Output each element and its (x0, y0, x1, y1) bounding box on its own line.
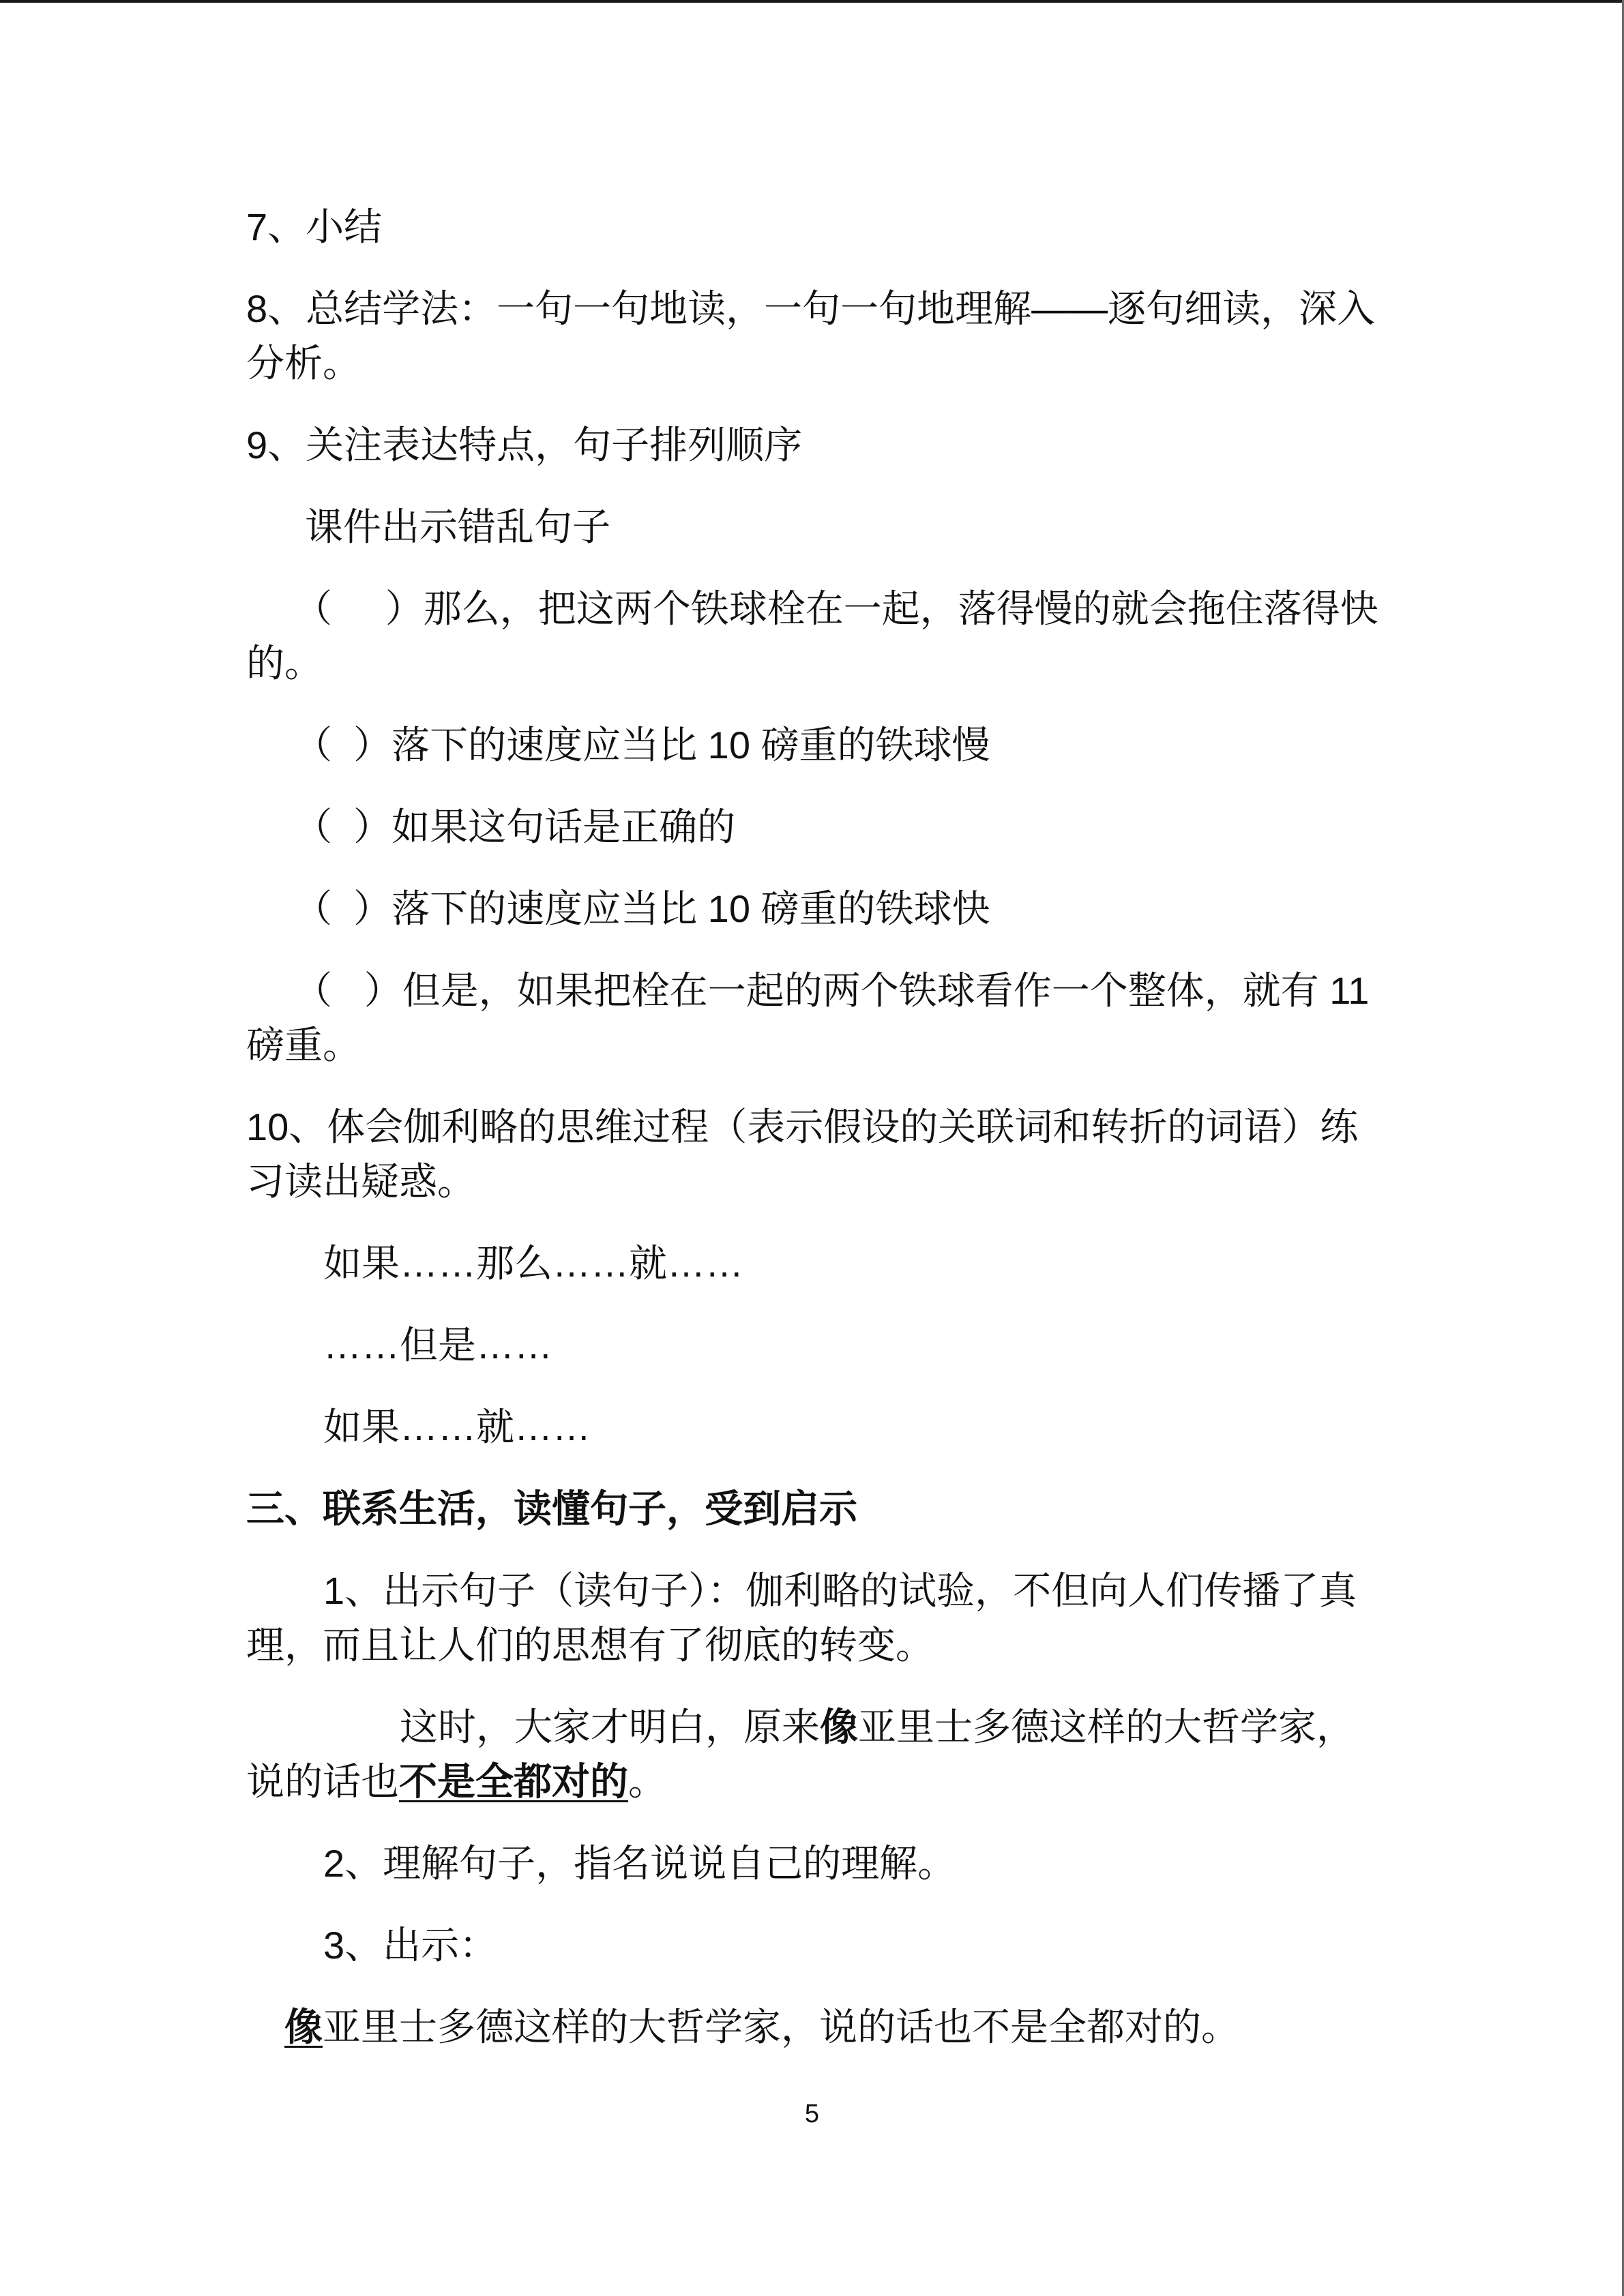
quote-text: 。 (628, 1760, 666, 1803)
step-2-text: 2、理解句子，指名说说自己的理解。 (323, 1842, 956, 1885)
sentence-text: 磅重。 (246, 1024, 361, 1067)
step-1-line: 理，而且让人们的思想有了彻底的转变。 (246, 1624, 934, 1667)
quote-emphasis: 不是全都对的 (399, 1760, 628, 1803)
sentence-text: 落下的速度应当比 10 磅重的铁球快 (392, 887, 990, 930)
item-8-method (246, 282, 1385, 391)
feature-title: 9、关注表达特点，句子排列顺序 (246, 423, 803, 466)
quote-text: 亚里士多德这样的大哲学家， (858, 1705, 1355, 1748)
order-blank: （ ） (294, 724, 392, 766)
sentence-text: 落下的速度应当比 10 磅重的铁球慢 (392, 724, 990, 766)
sentence-text: 的。 (246, 642, 323, 685)
quote-text: 说的话也 (246, 1760, 399, 1803)
ordering-sentence (246, 882, 1385, 936)
example-line (246, 2000, 1385, 2055)
connective-pattern (246, 1318, 1385, 1373)
quoted-sentence (246, 1700, 1385, 1809)
step-3 (246, 1918, 1385, 1973)
example-sentence (246, 2000, 1385, 2055)
ordering-sentence (246, 800, 1385, 854)
item-9-feature (246, 418, 1385, 473)
quote-bold-word: 像 (820, 1705, 858, 1748)
scan-edge-top (0, 0, 1624, 3)
example-text: 亚里士多德这样的大哲学家，说的话也不是全都对的。 (323, 2006, 1239, 2048)
section-3-heading (246, 1482, 1385, 1536)
thinking-line: 10、体会伽利略的思维过程（表示假设的关联词和转折的词语）练 (246, 1105, 1359, 1148)
ordering-sentence (246, 964, 1385, 1073)
feature-prompt-text: 课件出示错乱句子 (305, 505, 610, 548)
page-number: 5 (804, 2100, 820, 2128)
pattern-text: 如果……就…… (323, 1405, 591, 1448)
step-1-line: 1、出示句子（读句子）：伽利略的试验，不但向人们传播了真 (323, 1569, 1357, 1612)
sentence-text: 如果这句话是正确的 (392, 805, 736, 848)
sentence-text: 那么，把这两个铁球栓在一起，落得慢的就会拖住落得快 (423, 587, 1378, 630)
order-blank: （ ） (294, 805, 392, 848)
quote-line (246, 1755, 1385, 1809)
method-line: 分析。 (246, 342, 361, 385)
thinking-line: 习读出疑惑。 (246, 1160, 475, 1203)
ordering-sentence (246, 582, 1385, 691)
pattern-text: ……但是…… (323, 1324, 552, 1367)
ordering-sentence-line (246, 800, 1385, 854)
sentence-text: 但是，如果把栓在一起的两个铁球看作一个整体，就有 11 (402, 969, 1370, 1012)
step-3-text: 3、出示： (323, 1924, 498, 1967)
connective-pattern (246, 1236, 1385, 1291)
quote-text: 这时，大家才明白，原来 (400, 1705, 820, 1748)
order-blank: （ ） (294, 969, 402, 1012)
ordering-sentence-line (246, 964, 1385, 1018)
step-1 (246, 1564, 1385, 1673)
example-emphasis: 像 (284, 2006, 323, 2048)
step-2 (246, 1836, 1385, 1891)
page-content (246, 200, 1385, 2082)
connective-pattern (246, 1400, 1385, 1455)
ordering-sentence (246, 718, 1385, 773)
item-10-thinking (246, 1100, 1385, 1209)
quote-line (246, 1700, 1385, 1755)
feature-prompt (246, 500, 1385, 554)
ordering-sentence-line (246, 882, 1385, 936)
item-7-summary (246, 200, 1385, 254)
ordering-sentence-line (246, 582, 1385, 636)
pattern-text: 如果……那么……就…… (323, 1242, 743, 1285)
order-blank: （ ） (294, 887, 392, 930)
method-line: 8、总结学法：一句一句地读，一句一句地理解——逐句细读，深入 (246, 287, 1376, 330)
section-heading-text: 三、联系生活，读懂句子，受到启示 (246, 1487, 857, 1530)
summary-text: 7、小结 (246, 205, 383, 248)
ordering-sentence-line (246, 718, 1385, 773)
order-blank: （ ） (294, 587, 424, 630)
